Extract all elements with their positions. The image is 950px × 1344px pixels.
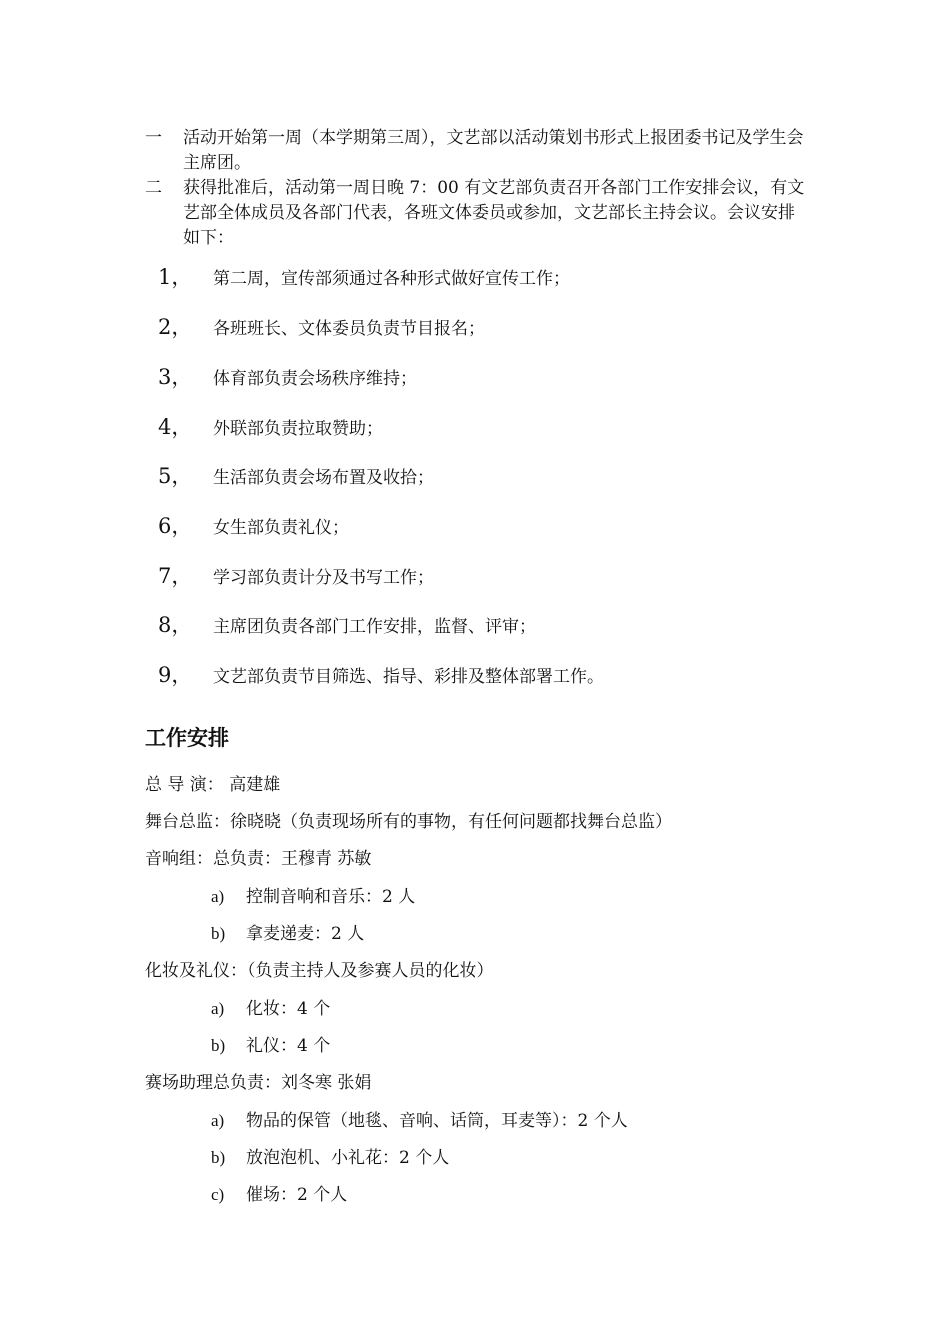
paragraph-two [145, 176, 810, 251]
sub-item [211, 1033, 330, 1059]
paragraph-mark: 二 [145, 178, 162, 198]
list-number: 3， [158, 365, 193, 389]
sub-item-letter: a) [211, 887, 225, 906]
sub-item [211, 1182, 347, 1208]
sub-item-text: 放泡泡机、小礼花：2 个人 [246, 1148, 450, 1168]
list-number: 9， [158, 663, 193, 687]
list-number: 5， [158, 464, 193, 488]
list-item [158, 608, 798, 640]
list-item [158, 360, 798, 392]
makeup-group-title: 化妆及礼仪：（负责主持人及参赛人员的化妆） [145, 961, 494, 981]
stage-manager-line: 舞台总监：徐晓晓（负责现场所有的事物，有任何问题都找舞台总监） [145, 812, 672, 832]
list-text: 生活部负责会场布置及收拾； [213, 467, 434, 488]
list-text: 外联部负责拉取赞助； [213, 418, 383, 439]
paragraph-text: 活动开始第一周（本学期第三周），文艺部以活动策划书形式上报团委书记及学生会主席团。 [183, 128, 804, 173]
sub-item-letter: a) [211, 1111, 225, 1130]
list-text: 各班班长、文体委员负责节目报名； [213, 318, 485, 339]
section-heading: 工作安排 [145, 726, 229, 750]
paragraph-mark: 一 [145, 128, 162, 148]
sub-item-letter: a) [211, 999, 225, 1018]
list-item [158, 260, 798, 292]
sub-item-text: 控制音响和音乐：2 人 [246, 887, 416, 907]
sub-item [211, 884, 415, 910]
sound-group-title: 音响组：总负责：王穆青 苏敏 [145, 849, 372, 869]
list-text: 体育部负责会场秩序维持； [213, 368, 417, 389]
sub-item [211, 996, 330, 1022]
list-number: 1， [158, 265, 193, 289]
sub-item-text: 物品的保管（地毯、音响、话筒，耳麦等）：2 个人 [246, 1111, 628, 1131]
list-item [158, 410, 798, 442]
list-text: 女生部负责礼仪； [213, 517, 349, 538]
director-line: 总 导 演： 高建雄 [145, 775, 281, 795]
list-item [158, 658, 798, 690]
list-text: 学习部负责计分及书写工作； [213, 567, 434, 588]
list-item [158, 310, 798, 342]
list-number: 6， [158, 514, 193, 538]
list-number: 7， [158, 564, 193, 588]
sub-item-text: 催场：2 个人 [246, 1185, 348, 1205]
sub-item [211, 1108, 628, 1134]
sub-item-text: 礼仪：4 个 [246, 1036, 331, 1056]
list-item [158, 509, 798, 541]
list-item [158, 459, 798, 491]
sub-item-letter: b) [211, 1148, 226, 1167]
list-number: 2， [158, 315, 193, 339]
sub-item-letter: b) [211, 1036, 226, 1055]
paragraph-text: 获得批准后，活动第一周日晚 7：00 有文艺部负责召开各部门工作安排会议，有文艺部全体成员及各部门代表，各班文体委员或参加，文艺部长主持会议。会议安排如下： [183, 178, 805, 248]
assist-group-title: 赛场助理总负责：刘冬寒 张娟 [145, 1073, 372, 1093]
list-text: 文艺部负责节目筛选、指导、彩排及整体部署工作。 [213, 666, 604, 687]
sub-item [211, 1145, 449, 1171]
list-item [158, 559, 798, 591]
sub-item [211, 921, 364, 947]
sub-item-text: 化妆：4 个 [246, 999, 331, 1019]
sub-item-text: 拿麦递麦：2 人 [246, 924, 365, 944]
list-number: 4， [158, 415, 193, 439]
list-text: 主席团负责各部门工作安排，监督、评审； [213, 616, 536, 637]
list-text: 第二周，宣传部须通过各种形式做好宣传工作； [213, 268, 570, 289]
sub-item-letter: b) [211, 924, 226, 943]
list-number: 8， [158, 613, 193, 637]
paragraph-one [145, 126, 810, 176]
sub-item-letter: c) [211, 1185, 225, 1204]
